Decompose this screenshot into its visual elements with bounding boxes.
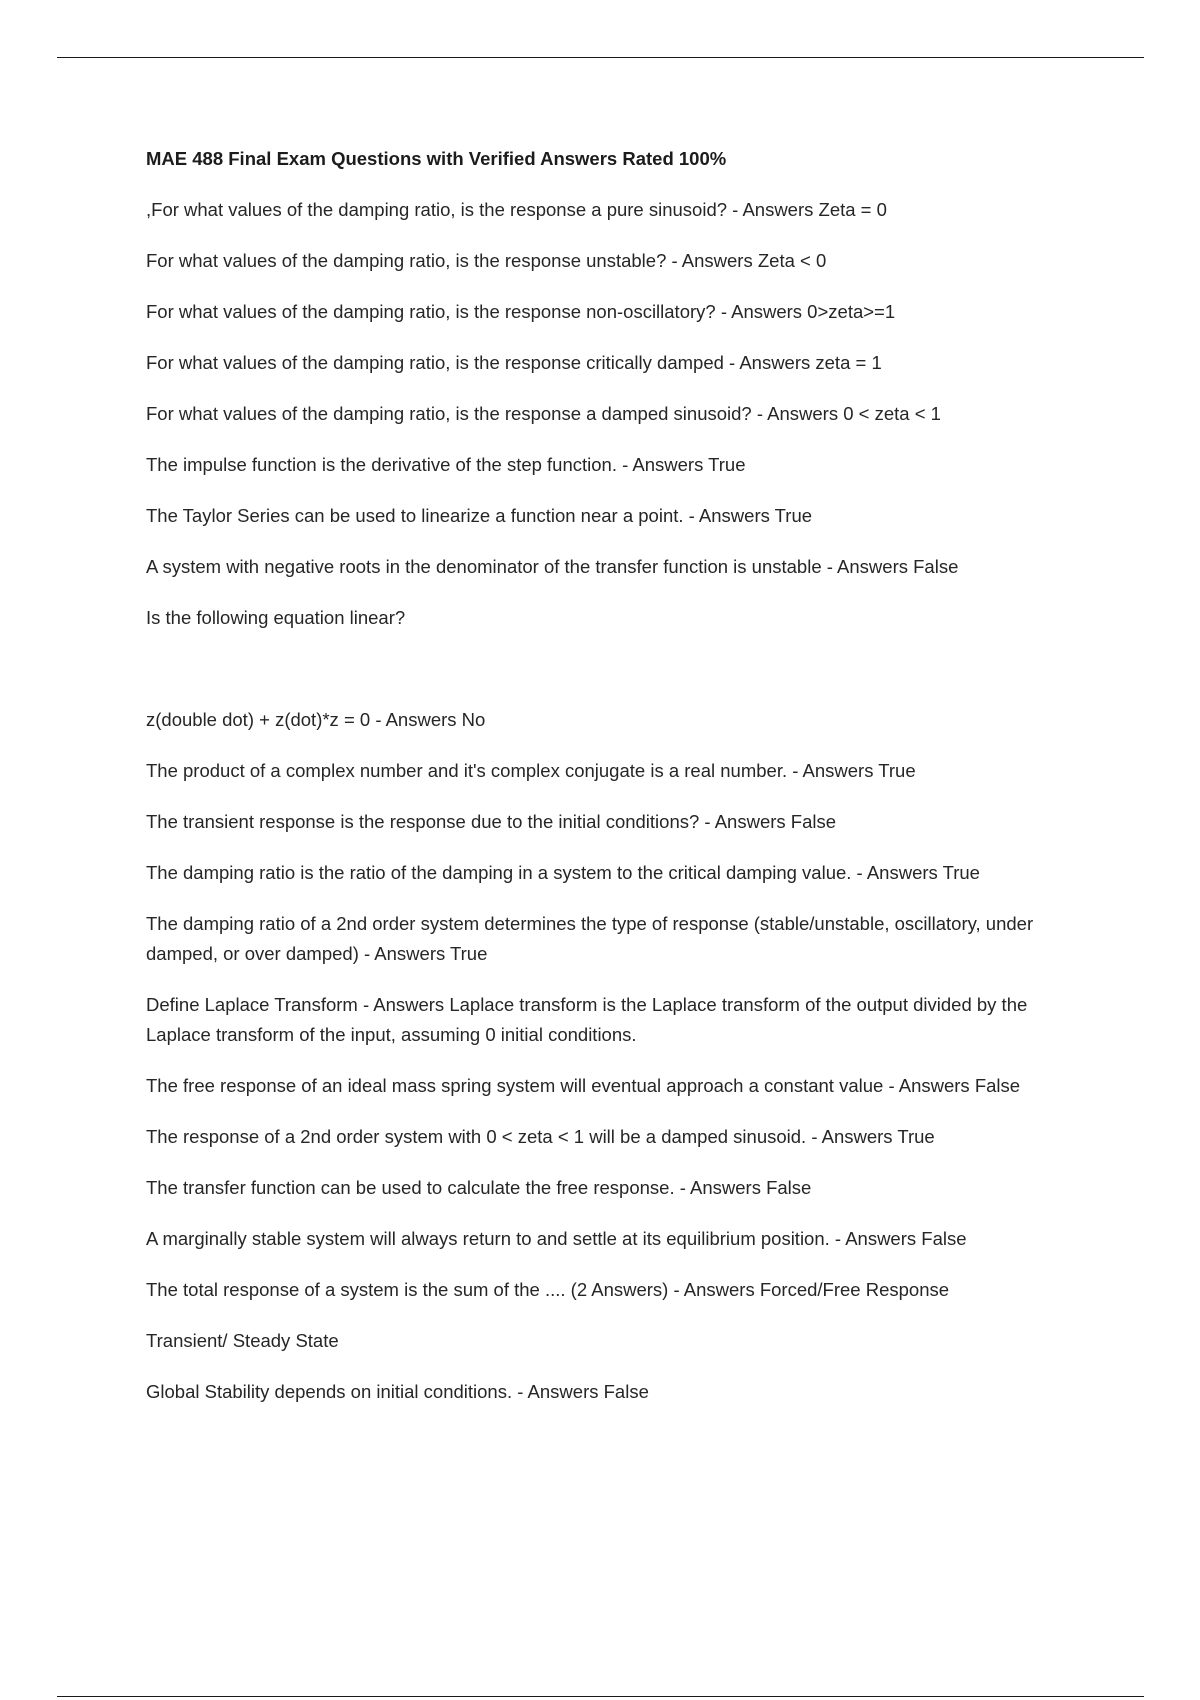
qa-item: For what values of the damping ratio, is the response a damped sinusoid? - Answers 0 < zeta < 1 xyxy=(146,403,941,424)
footer-rule xyxy=(57,1696,1144,1697)
qa-item: Transient/ Steady State xyxy=(146,1330,339,1351)
document-body xyxy=(146,145,1086,1428)
qa-item: The impulse function is the derivative of the step function. - Answers True xyxy=(146,454,746,475)
qa-item: Define Laplace Transform - Answers Laplace transform is the Laplace transform of the output divided by the Laplace transform of the input, assuming 0 initial conditions. xyxy=(146,994,1028,1045)
qa-item: The response of a 2nd order system with 0 < zeta < 1 will be a damped sinusoid. - Answers True xyxy=(146,1126,935,1147)
qa-item: For what values of the damping ratio, is the response unstable? - Answers Zeta < 0 xyxy=(146,250,827,271)
qa-item: The free response of an ideal mass spring system will eventual approach a constant value - Answers False xyxy=(146,1075,1021,1096)
qa-item: The transient response is the response due to the initial conditions? - Answers False xyxy=(146,811,837,832)
qa-item: Global Stability depends on initial conditions. - Answers False xyxy=(146,1381,649,1402)
qa-item: A system with negative roots in the denominator of the transfer function is unstable - Answers False xyxy=(146,556,959,577)
qa-item: A marginally stable system will always return to and settle at its equilibrium position. - Answers False xyxy=(146,1228,967,1249)
header-rule xyxy=(57,57,1144,58)
qa-item: The transfer function can be used to calculate the free response. - Answers False xyxy=(146,1177,812,1198)
qa-item: For what values of the damping ratio, is the response critically damped - Answers zeta = 1 xyxy=(146,352,882,373)
qa-item: The damping ratio is the ratio of the damping in a system to the critical damping value. - Answers True xyxy=(146,862,980,883)
qa-item: z(double dot) + z(dot)*z = 0 - Answers No xyxy=(146,709,486,730)
qa-item: For what values of the damping ratio, is the response non-oscillatory? - Answers 0>zeta>=1 xyxy=(146,301,896,322)
qa-item: The product of a complex number and it's complex conjugate is a real number. - Answers True xyxy=(146,760,916,781)
qa-item: The Taylor Series can be used to linearize a function near a point. - Answers True xyxy=(146,505,813,526)
qa-item: The damping ratio of a 2nd order system determines the type of response (stable/unstable, oscillatory, under damped, or over damped) - Answers True xyxy=(146,913,1034,964)
qa-item: ,For what values of the damping ratio, is the response a pure sinusoid? - Answers Zeta = 0 xyxy=(146,199,887,220)
document-title: MAE 488 Final Exam Questions with Verified Answers Rated 100% xyxy=(146,148,727,169)
qa-item: Is the following equation linear? xyxy=(146,607,406,628)
qa-item: The total response of a system is the sum of the .... (2 Answers) - Answers Forced/Free Response xyxy=(146,1279,950,1300)
